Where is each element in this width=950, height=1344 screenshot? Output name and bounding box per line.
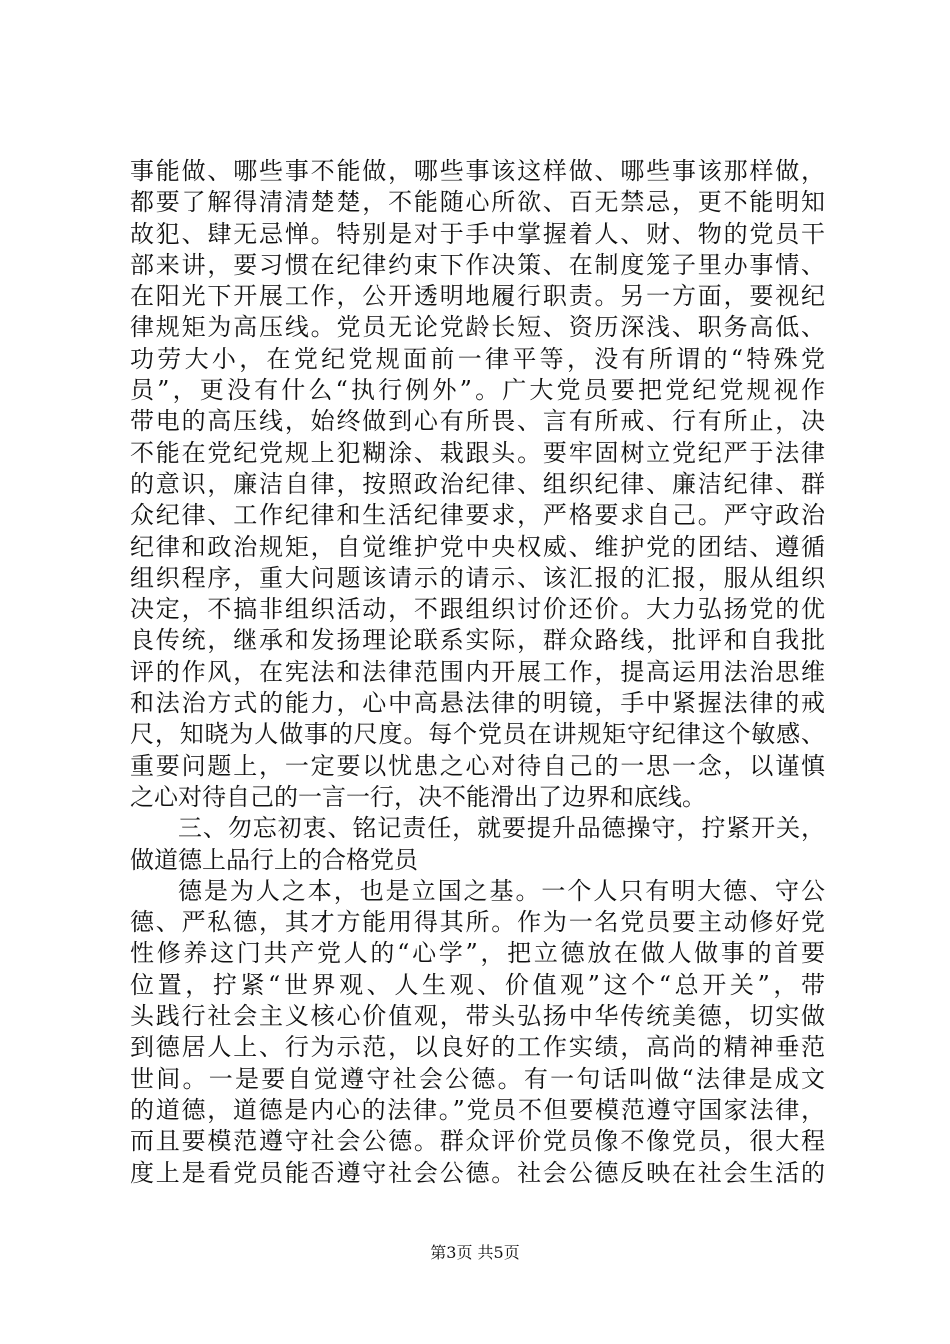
text-line: 尺，知晓为人做事的尺度。每个党员在讲规矩守纪律这个敏感、 bbox=[130, 720, 825, 749]
text-line: 德是为人之本，也是立国之基。一个人只有明大德、守公 bbox=[178, 876, 825, 905]
text-line: 而且要模范遵守社会公德。群众评价党员像不像党员，很大程 bbox=[130, 1127, 825, 1156]
text-line: 部来讲，要习惯在纪律约束下作决策、在制度笼子里办事情、 bbox=[130, 250, 825, 279]
text-line: 决定，不搞非组织活动，不跟组织讨价还价。大力弘扬党的优 bbox=[130, 595, 825, 624]
text-line: 众纪律、工作纪律和生活纪律要求，严格要求自己。严守政治 bbox=[130, 501, 825, 530]
text-line: 员”，更没有什么“执行例外”。广大党员要把党纪党规视作 bbox=[130, 376, 825, 405]
text-line: 德、严私德，其才方能用得其所。作为一名党员要主动修好党 bbox=[130, 908, 825, 937]
text-line: 的意识，廉洁自律，按照政治纪律、组织纪律、廉洁纪律、群 bbox=[130, 469, 825, 498]
text-line: 不能在党纪党规上犯糊涂、栽跟头。要牢固树立党纪严于法律 bbox=[130, 438, 825, 467]
text-line: 和法治方式的能力，心中高悬法律的明镜，手中紧握法律的戒 bbox=[130, 689, 825, 718]
text-line: 组织程序，重大问题该请示的请示、该汇报的汇报，服从组织 bbox=[130, 563, 825, 592]
page-number-footer: 第3页 共5页 bbox=[430, 1243, 520, 1262]
body-text bbox=[130, 156, 825, 1189]
text-line: 重要问题上，一定要以忧患之心对待自己的一思一念，以谨慎 bbox=[130, 751, 825, 780]
text-line: 纪律和政治规矩，自觉维护党中央权威、维护党的团结、遵循 bbox=[130, 532, 825, 561]
text-line: 性修养这门共产党人的“心学”，把立德放在做人做事的首要 bbox=[130, 939, 825, 968]
text-line: 良传统，继承和发扬理论联系实际，群众路线，批评和自我批 bbox=[130, 626, 825, 655]
text-line: 位置，拧紧“世界观、人生观、价值观”这个“总开关”，带 bbox=[130, 970, 825, 999]
text-line: 在阳光下开展工作，公开透明地履行职责。另一方面，要视纪 bbox=[130, 282, 825, 311]
text-line: 功劳大小，在党纪党规面前一律平等，没有所谓的“特殊党 bbox=[130, 344, 825, 373]
text-line: 之心对待自己的一言一行，决不能滑出了边界和底线。 bbox=[130, 782, 706, 811]
text-line: 故犯、肆无忌惮。特别是对于手中掌握着人、财、物的党员干 bbox=[130, 219, 825, 248]
text-line: 世间。一是要自觉遵守社会公德。有一句话叫做“法律是成文 bbox=[130, 1064, 825, 1093]
text-line: 度上是看党员能否遵守社会公德。社会公德反映在社会生活的 bbox=[130, 1158, 825, 1187]
section-heading-line: 三、勿忘初衷、铭记责任，就要提升品德操守，拧紧开关， bbox=[178, 814, 825, 843]
text-line: 事能做、哪些事不能做，哪些事该这样做、哪些事该那样做， bbox=[130, 157, 825, 185]
text-line: 到德居人上、行为示范，以良好的工作实绩，高尚的精神垂范 bbox=[130, 1033, 825, 1062]
text-line: 都要了解得清清楚楚，不能随心所欲、百无禁忌，更不能明知 bbox=[130, 188, 825, 217]
text-line: 头践行社会主义核心价值观，带头弘扬中华传统美德，切实做 bbox=[130, 1002, 825, 1031]
text-line: 带电的高压线，始终做到心有所畏、言有所戒、行有所止，决 bbox=[130, 407, 825, 436]
section-heading-line: 做道德上品行上的合格党员 bbox=[130, 845, 418, 874]
text-line: 评的作风，在宪法和法律范围内开展工作，提高运用法治思维 bbox=[130, 657, 825, 686]
text-line: 的道德，道德是内心的法律。”党员不但要模范遵守国家法律， bbox=[130, 1095, 825, 1124]
text-line: 律规矩为高压线。党员无论党龄长短、资历深浅、职务高低、 bbox=[130, 313, 825, 342]
